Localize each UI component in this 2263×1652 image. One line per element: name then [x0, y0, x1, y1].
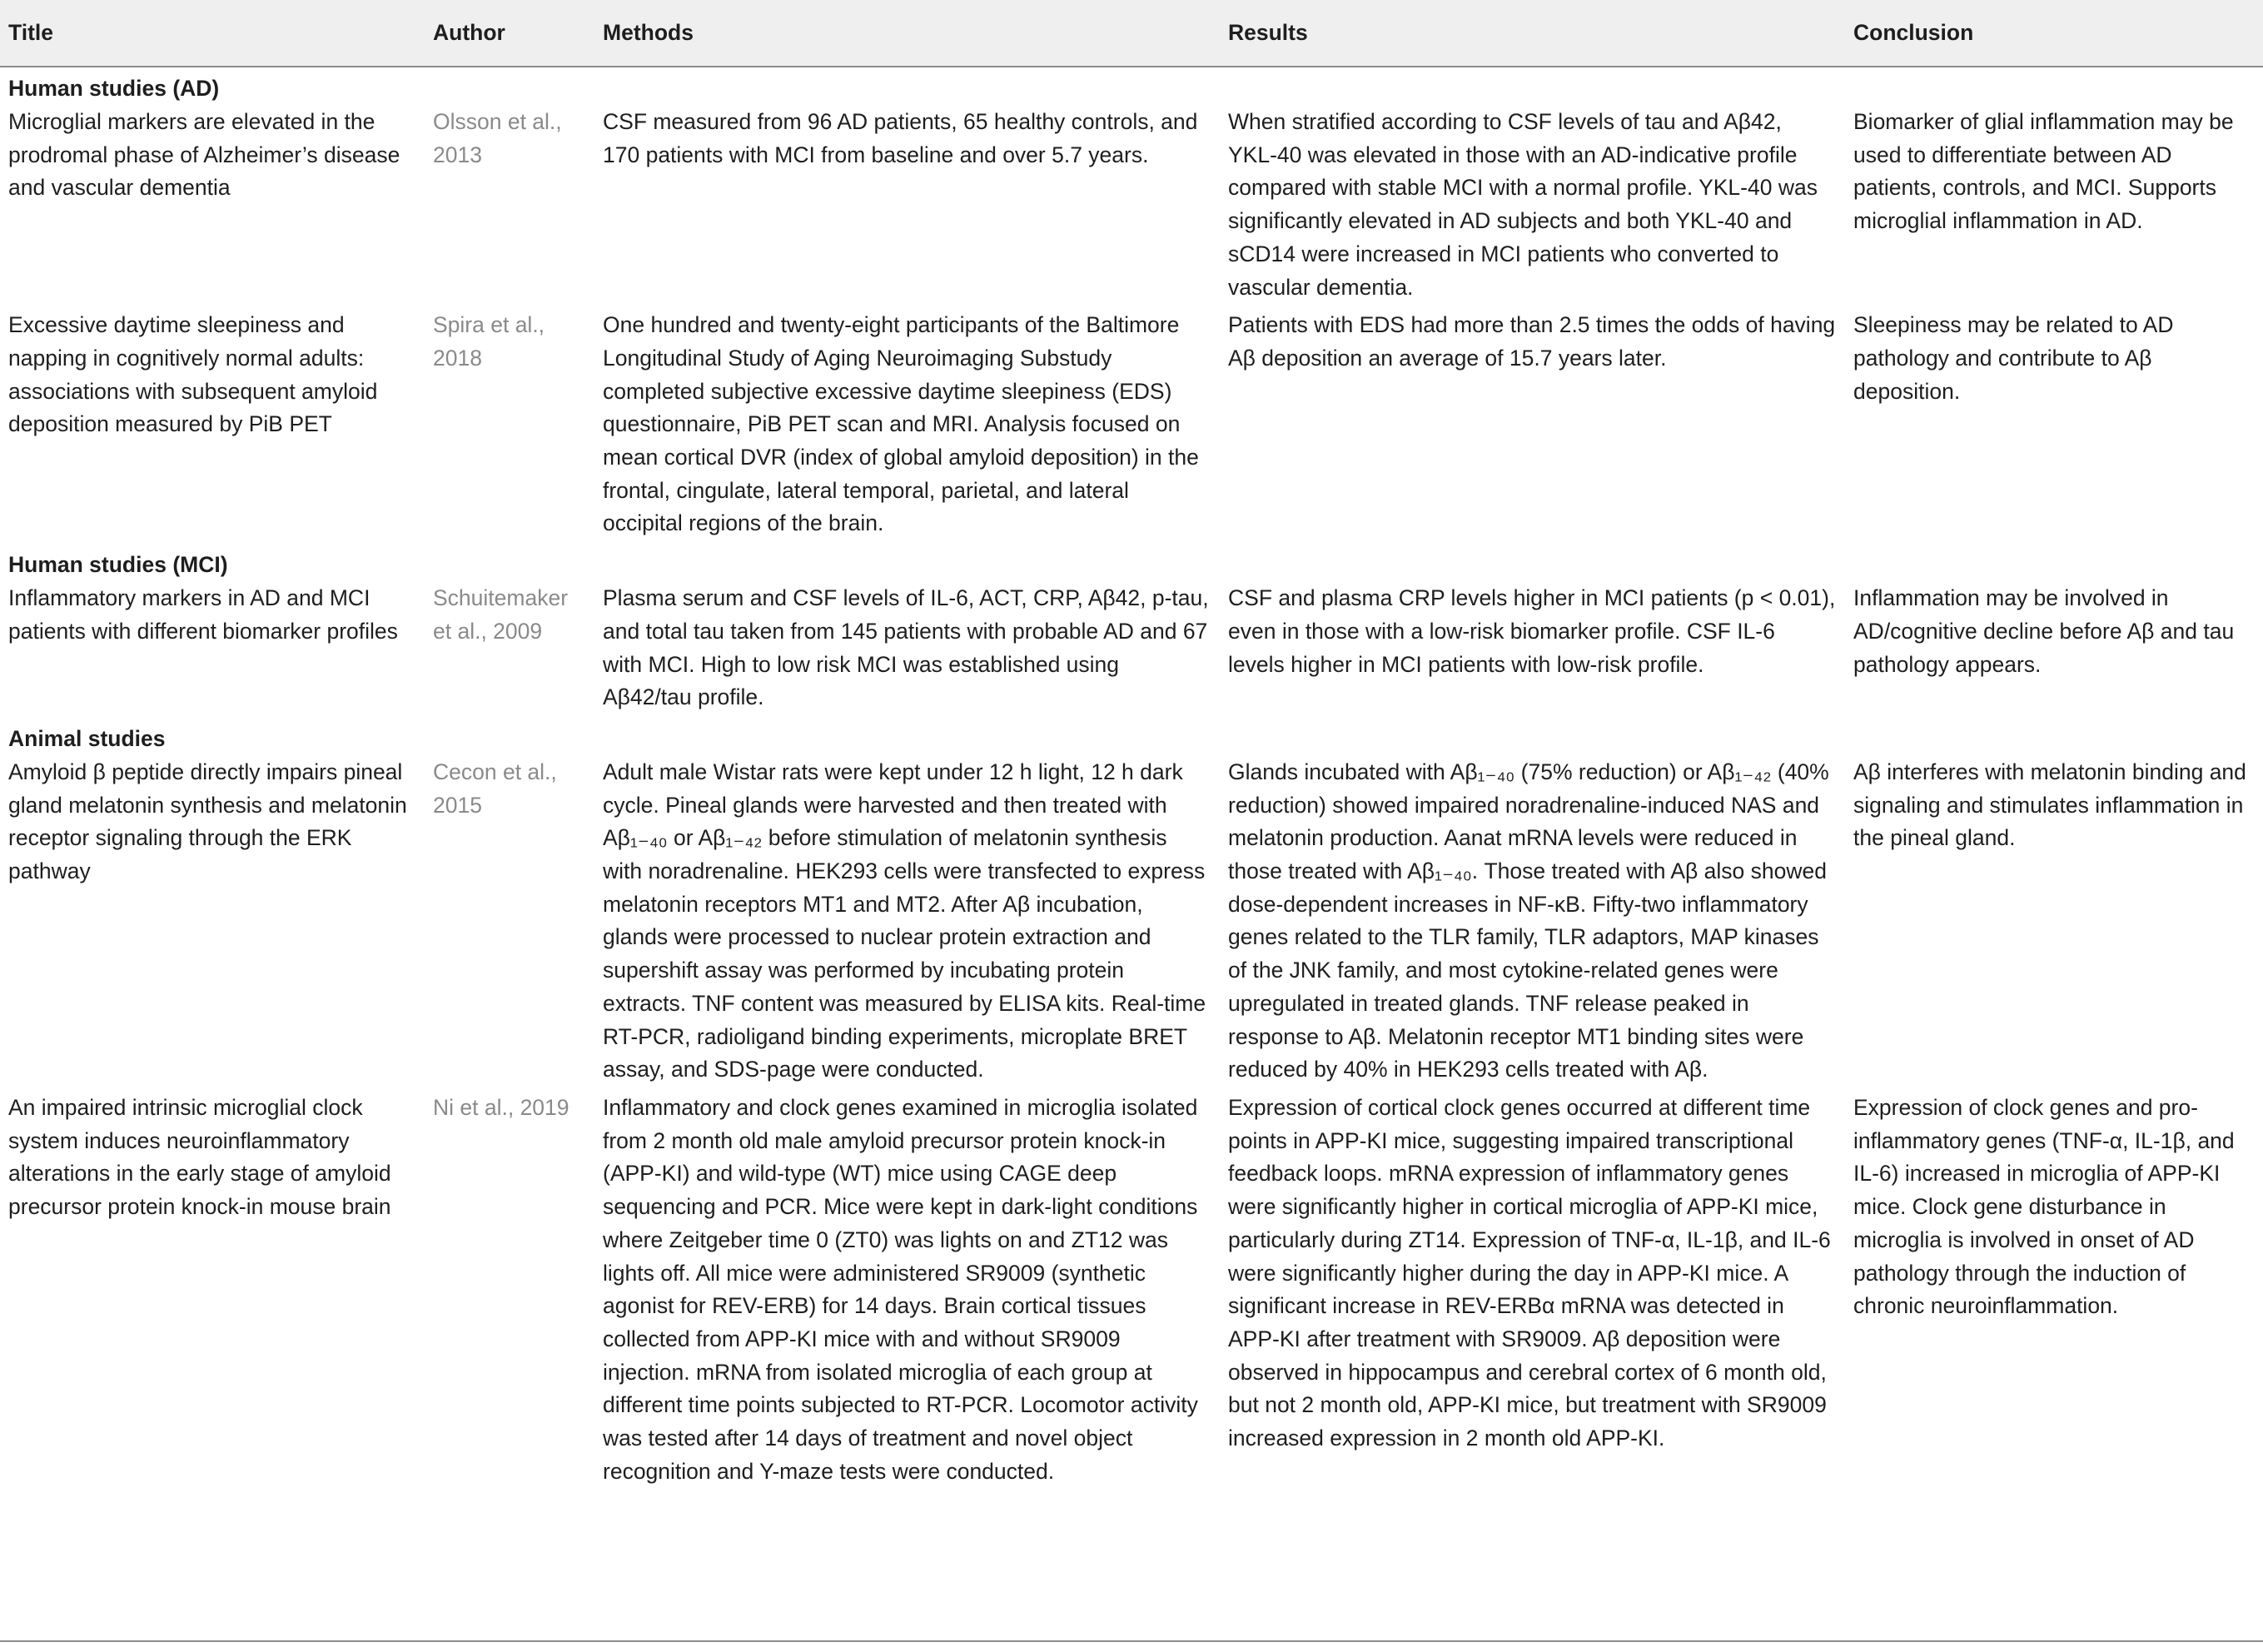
section-row [0, 718, 2263, 754]
section-label-human-ad: Human studies (AD) [8, 76, 220, 101]
table-row [0, 580, 2263, 718]
row-title: Microglial markers are elevated in the prodromal phase of Alzheimer’s disease and vascular dementia [8, 109, 400, 201]
row-title: Inflammatory markers in AD and MCI patients with different biomarker profiles [8, 585, 398, 644]
row-results: Patients with EDS had more than 2.5 times the odds of having Aβ deposition an average of 15.7 years later. [1228, 312, 1836, 371]
table-row [0, 754, 2263, 1090]
row-results: When stratified according to CSF levels of tau and Aβ42, YKL-40 was elevated in those with an AD-indicative profile compared with stable MCI with a normal profile. YKL-40 was significantly elevated in AD subjects and both YKL-40 and sCD14 were increased in MCI patients who converted to vascular dementia. [1228, 109, 1818, 300]
section-label-human-mci: Human studies (MCI) [8, 552, 228, 578]
header-results: Results [1220, 0, 1845, 67]
row-methods: Plasma serum and CSF levels of IL-6, ACT, CRP, Aβ42, p-tau, and total tau taken from 145 patients with probable AD and 67 with MCI. High to low risk MCI was established using Aβ42/tau profile. [603, 585, 1209, 710]
section-row [0, 67, 2263, 104]
section-row [0, 544, 2263, 580]
row-conclusion: Sleepiness may be related to AD pathology and contribute to Aβ deposition. [1853, 312, 2174, 404]
row-author: Spira et al., 2018 [433, 312, 545, 371]
row-title: Excessive daytime sleepiness and napping in cognitively normal adults: associations with subsequent amyloid deposition measured by PiB PET [8, 312, 378, 437]
section-label-animal: Animal studies [8, 725, 166, 751]
table-row [0, 104, 2263, 307]
row-methods: Adult male Wistar rats were kept under 12 h light, 12 h dark cycle. Pineal glands were harvested and then treated with Aβ₁₋₄₀ or Aβ₁₋₄₂ before stimulation of melatonin synthesis with noradrenaline. HEK293 cells were transfected to express melatonin receptors MT1 and MT2. After Aβ incubation, glands were processed to nuclear protein extraction and supershift assay was performed by incubating protein extracts. TNF content was measured by ELISA kits. Real-time RT-PCR, radioligand binding experiments, microplate BRET assay, and SDS-page were conducted. [603, 759, 1206, 1082]
header-title: Title [0, 0, 425, 67]
row-title: Amyloid β peptide directly impairs pineal gland melatonin synthesis and melatonin receptor signaling through the ERK pathway [8, 759, 407, 884]
row-conclusion: Aβ interferes with melatonin binding and signaling and stimulates inflammation in the pineal gland. [1853, 759, 2246, 851]
row-conclusion: Biomarker of glial inflammation may be used to differentiate between AD patients, controls, and MCI. Supports microglial inflammation in AD. [1853, 109, 2234, 234]
row-author: Cecon et al., 2015 [433, 759, 557, 818]
table-row [0, 1090, 2263, 1491]
header-methods: Methods [594, 0, 1220, 67]
header-author: Author [425, 0, 594, 67]
row-author: Ni et al., 2019 [433, 1094, 569, 1120]
row-author: Olsson et al., 2013 [433, 109, 562, 167]
row-conclusion: Inflammation may be involved in AD/cognitive decline before Aβ and tau pathology appears. [1853, 585, 2235, 677]
row-conclusion: Expression of clock genes and pro-inflammatory genes (TNF-α, IL-1β, and IL-6) increased in microglia of APP-KI mice. Clock gene disturbance in microglia is involved in onset of AD pathology through the induction of chronic neuroinflammation. [1853, 1094, 2235, 1319]
row-results: Expression of cortical clock genes occurred at different time points in APP-KI mice, suggesting impaired transcriptional feedback loops. mRNA expression of inflammatory genes were significantly higher in cortical microglia of APP-KI mice, particularly during ZT14. Expression of TNF-α, IL-1β, and IL-6 were significantly higher during the day in APP-KI mice. A significant increase in REV-ERBα mRNA was detected in APP-KI after treatment with SR9009. Aβ deposition were observed in hippocampus and cerebral cortex of 6 month old, but not 2 month old, APP-KI mice, but treatment with SR9009 increased expression in 2 month old APP-KI. [1228, 1094, 1831, 1451]
row-author: Schuitemaker et al., 2009 [433, 585, 569, 644]
table-row [0, 307, 2263, 544]
header-row [0, 0, 2263, 67]
row-title: An impaired intrinsic microglial clock system induces neuroinflammatory alterations in the early stage of amyloid precursor protein knock-in mouse brain [8, 1094, 391, 1220]
table-bottom-rule [0, 1640, 2263, 1642]
row-methods: Inflammatory and clock genes examined in microglia isolated from 2 month old male amyloid precursor protein knock-in (APP-KI) and wild-type (WT) mice using CAGE deep sequencing and PCR. Mice were kept in dark-light conditions where Zeitgeber time 0 (ZT0) was lights on and ZT12 was lights off. All mice were administered SR9009 (synthetic agonist for REV-ERB) for 14 days. Brain cortical tissues collected from APP-KI mice with and without SR9009 injection. mRNA from isolated microglia of each group at different time points subjected to RT-PCR. Locomotor activity was tested after 14 days of treatment and novel object recognition and Y-maze tests were conducted. [603, 1094, 1198, 1484]
header-conclusion: Conclusion [1845, 0, 2263, 67]
row-methods: CSF measured from 96 AD patients, 65 healthy controls, and 170 patients with MCI from baseline and over 5.7 years. [603, 109, 1198, 167]
row-results: CSF and plasma CRP levels higher in MCI patients (p < 0.01), even in those with a low-risk biomarker profile. CSF IL-6 levels higher in MCI patients with low-risk profile. [1228, 585, 1836, 677]
row-methods: One hundred and twenty-eight participants of the Baltimore Longitudinal Study of Aging Neuroimaging Substudy completed subjective excessive daytime sleepiness (EDS) questionnaire, PiB PET scan and MRI. Analysis focused on mean cortical DVR (index of global amyloid deposition) in the frontal, cingulate, lateral temporal, parietal, and lateral occipital regions of the brain. [603, 312, 1199, 536]
row-results: Glands incubated with Aβ₁₋₄₀ (75% reduction) or Aβ₁₋₄₂ (40% reduction) showed impaired noradrenaline-induced NAS and melatonin production. Aanat mRNA levels were reduced in those treated with Aβ₁₋₄₀. Those treated with Aβ also showed dose-dependent increases in NF-κB. Fifty-two inflammatory genes related to the TLR family, TLR adaptors, MAP kinases of the JNK family, and most cytokine-related genes were upregulated in treated glands. TNF release peaked in response to Aβ. Melatonin receptor MT1 binding sites were reduced by 40% in HEK293 cells treated with Aβ. [1228, 759, 1829, 1082]
